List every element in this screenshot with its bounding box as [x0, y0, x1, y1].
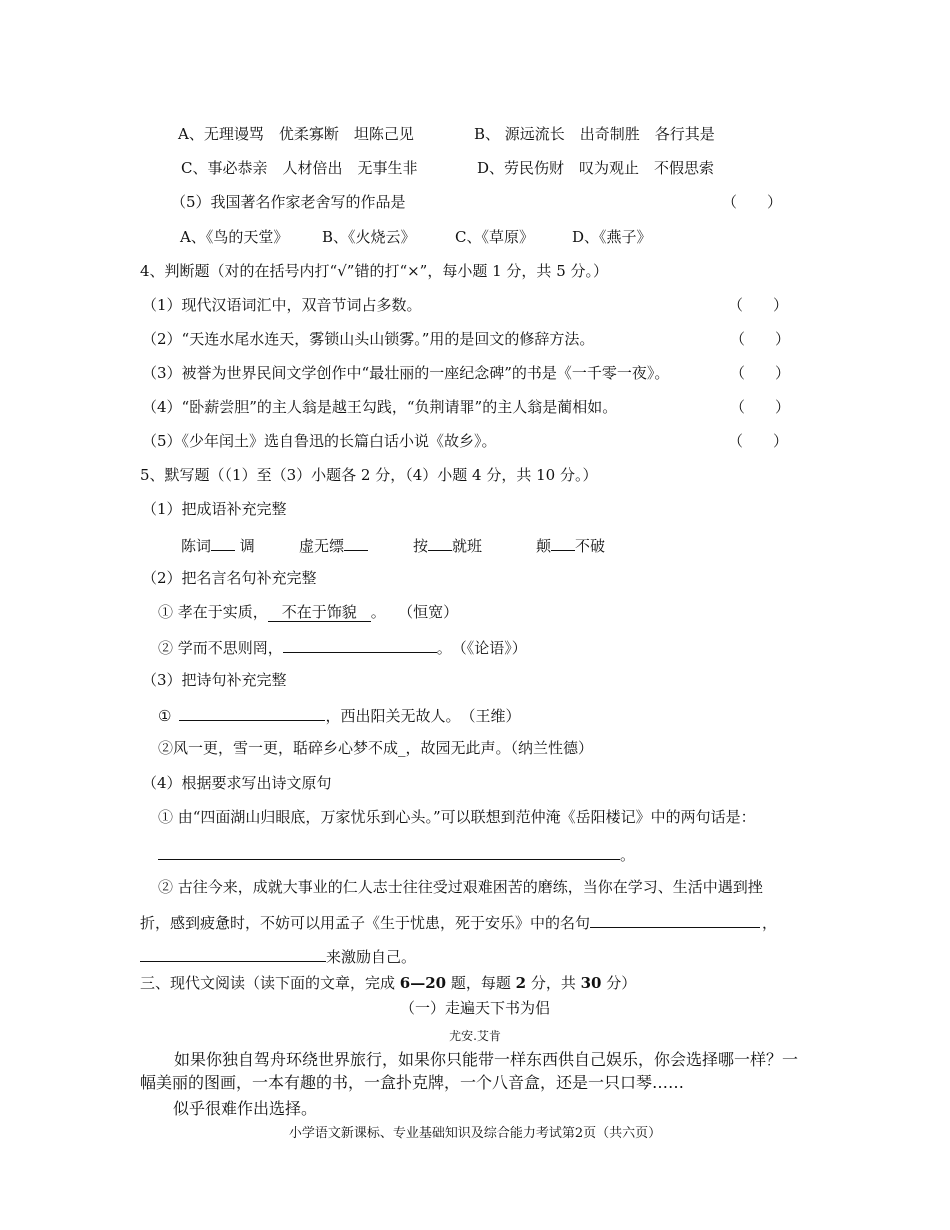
title-part: 分，共 [526, 974, 581, 992]
idiom-text: 颠 [536, 537, 552, 555]
answer-paren[interactable]: （ ） [728, 296, 789, 314]
blank[interactable] [140, 945, 326, 962]
fill-line [140, 945, 416, 967]
article-title: （一）走遍天下书为侣 [399, 999, 550, 1017]
title-part: 分） [601, 974, 637, 992]
title-part: 6—20 [399, 974, 447, 992]
option-a: A、《鸟的天堂》 [180, 228, 289, 246]
fill-prefix: ① [158, 707, 172, 725]
sub-question-label: （1）把成语补充完整 [142, 500, 287, 518]
idiom-4 [536, 534, 605, 556]
fill-prefix: ② 学而不思则罔， [158, 639, 283, 657]
sub-question-label: （3）把诗句补充完整 [142, 671, 287, 689]
option-b: B、 源远流长 出奇制胜 各行其是 [474, 125, 715, 143]
paragraph-text: 似乎很难作出选择。 [173, 1099, 318, 1118]
blank[interactable] [211, 534, 235, 551]
judge-text: （3）被誉为世界民间文学创作中“最壮丽的一座纪念碑”的书是《一千零一夜》。 [142, 364, 670, 382]
fill-line [158, 636, 527, 658]
answer-paren[interactable]: （ ） [722, 193, 783, 211]
article-author: 尤安.艾肯 [449, 1029, 501, 1043]
sub-question-label: （2）把名言名句补充完整 [142, 569, 317, 587]
idiom-text: 虚无缥 [299, 537, 345, 555]
judge-text: （4）“卧薪尝胆”的主人翁是越王勾践，“负荆请罪”的主人翁是蔺相如。 [142, 398, 618, 416]
idiom-text: 不破 [575, 537, 606, 555]
judge-text: （5）《少年闰土》选自鲁迅的长篇白话小说《故乡》。 [142, 432, 497, 450]
blank[interactable] [158, 843, 620, 860]
page-footer: 小学语文新课标、专业基础知识及综合能力考试第2页（共六页） [288, 1126, 662, 1141]
answer-paren[interactable]: （ ） [730, 330, 791, 348]
title-part: 三、现代文阅读（读下面的文章，完成 [140, 974, 400, 992]
fill-suffix: 。 [620, 846, 636, 864]
idiom-text: 调 [239, 537, 255, 555]
idiom-text: 就班 [452, 537, 483, 555]
idiom-1 [181, 534, 255, 556]
q4-title: 4、判断题（对的在括号内打“√”错的打“×”，每小题 1 分，共 5 分。） [140, 262, 609, 280]
fill-prefix: ① 孝在于实质， [158, 603, 268, 621]
question-text: 折，感到疲惫时，不妨可以用孟子《生于忧患，死于安乐》中的名句 [140, 914, 591, 932]
blank[interactable] [428, 534, 452, 551]
paragraph-text: 幅美丽的图画，一本有趣的书，一盒扑克牌，一个八音盒，还是一只口琴…… [140, 1073, 685, 1092]
answer-paren[interactable]: （ ） [728, 432, 789, 450]
blank[interactable] [590, 911, 760, 928]
option-a: A、无理谩骂 优柔寡断 坦陈己见 [178, 125, 414, 143]
fill-suffix: 。 （《论语》） [436, 639, 527, 657]
judge-text: （1）现代汉语词汇中，双音节词占多数。 [142, 296, 422, 314]
question-text: ② 古往今来，成就大事业的仁人志士往往受过艰难困苦的磨练，当你在学习、生活中遇到挫 [158, 878, 763, 896]
option-d: D、《燕子》 [572, 228, 652, 246]
fill-suffix: ，西出阳关无故人。 （王维） [325, 707, 521, 725]
question-stem: （5）我国著名作家老舍写的作品是 [171, 193, 406, 211]
idiom-text: 陈词 [181, 537, 212, 555]
section3-title [140, 973, 636, 993]
fill-suffix: 。 （恒宽） [370, 603, 459, 621]
title-part: 2 [515, 974, 527, 992]
answer-paren[interactable]: （ ） [730, 364, 791, 382]
option-b: B、《火烧云》 [322, 228, 416, 246]
fill-line [140, 911, 777, 933]
idiom-3 [413, 534, 482, 556]
judge-text: （2）“天连水尾水连天，雾锁山头山锁雾。”用的是回文的修辞方法。 [142, 330, 595, 348]
idiom-2 [299, 534, 368, 556]
blank[interactable] [551, 534, 575, 551]
blank[interactable] [179, 704, 325, 721]
filled-answer[interactable]: 不在于饰貌 [268, 603, 371, 622]
question-text: ① 由“四面湖山归眼底，万家忧乐到心头。”可以联想到范仲淹《岳阳楼记》中的两句话是： [158, 808, 756, 826]
answer-paren[interactable]: （ ） [730, 398, 791, 416]
sub-question-label: （4）根据要求写出诗文原句 [142, 774, 332, 792]
blank[interactable] [344, 534, 368, 551]
fill-suffix: ， [762, 914, 778, 932]
title-part: 30 [580, 974, 602, 992]
poem-line: ②风一更，雪一更，聒碎乡心梦不成_，故园无此声。（纳兰性德） [158, 739, 594, 757]
title-part: 题，每题 [446, 974, 516, 992]
fill-line [158, 704, 520, 726]
option-d: D、劳民伤财 叹为观止 不假思索 [477, 159, 715, 177]
idiom-text: 按 [413, 537, 429, 555]
option-c: C、事必恭亲 人材倍出 无事生非 [181, 159, 418, 177]
q5-title: 5、默写题（（1）至（3）小题各 2 分，（4）小题 4 分，共 10 分。） [140, 466, 598, 484]
fill-line [158, 602, 458, 622]
paragraph-text: 如果你独自驾舟环绕世界旅行，如果你只能带一样东西供自己娱乐，你会选择哪一样？一 [174, 1050, 799, 1069]
option-c: C、《草原》 [455, 228, 534, 246]
fill-suffix: 来激励自己。 [326, 948, 417, 966]
blank[interactable] [283, 636, 437, 653]
fill-line [158, 843, 635, 865]
